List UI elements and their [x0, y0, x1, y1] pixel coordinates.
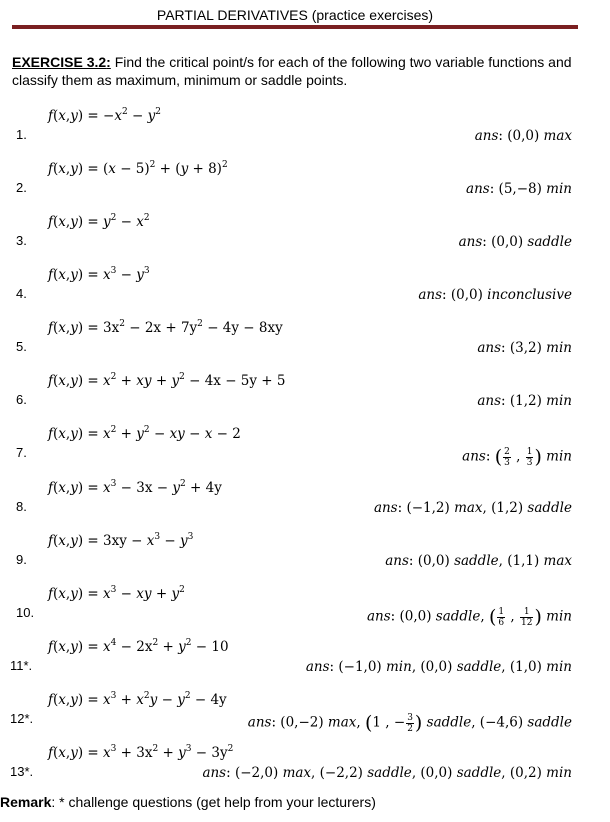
problem-number: 4.: [16, 286, 27, 301]
problem-answer: ans: (0,0) saddle, ( $\frac{1}{6}$ , $\frac{1}{12}$ ) min: [366, 606, 572, 628]
problem-number: 10.: [16, 605, 35, 620]
remark-text: : * challenge questions (get help from your lecturers): [51, 794, 376, 810]
problem-function: $f(x,y) = x^3 - y^3$: [48, 266, 150, 283]
problem-number: 9.: [16, 552, 27, 567]
remark-label: Remark: [0, 794, 52, 810]
problem-number: 12*.: [10, 711, 34, 726]
problem-number: 11*.: [10, 658, 33, 673]
problem-item: [0, 266, 610, 325]
problem-function: $f(x,y) = y^2 - x^2$: [48, 213, 150, 230]
problem-function: $f(x,y) = x^2$ + xy + $y^2 - 4x - 5y + 5$: [48, 372, 286, 389]
problem-number: 7.: [16, 445, 27, 460]
problem-number: 6.: [16, 392, 27, 407]
page-header-title: PARTIAL DERIVATIVES (practice exercises): [156, 7, 434, 23]
exercise-instructions-text: Find the critical point/s for each of the following two variable functions and classify them as maximum, minimum or saddle points.: [12, 54, 572, 88]
remark-note: [0, 794, 376, 810]
problem-item: [0, 638, 610, 697]
problem-item: [0, 691, 610, 750]
problem-item: [0, 107, 610, 166]
problem-function: $f(x,y) = (x - 5)^2 + (y + 8)^2$: [48, 160, 228, 177]
problem-item: [0, 585, 610, 644]
problem-answer: ans: (0,0) max: [474, 128, 572, 144]
problem-answer: ans: (3,2) min: [477, 340, 572, 356]
problem-function: $f(x,y) = -x^2 - y^2$: [48, 107, 161, 124]
problem-item: [0, 425, 610, 484]
problem-item: [0, 319, 610, 378]
problem-number: 2.: [16, 180, 27, 195]
problem-function: $f(x,y) = 3xy - x^3 - y^3$: [48, 532, 194, 549]
problem-item: [0, 479, 610, 538]
problem-answer: ans: (−1,2) max, (1,2) saddle: [373, 500, 572, 516]
header-divider: [12, 25, 578, 29]
exercise-label: EXERCISE 3.2:: [12, 54, 111, 70]
problem-answer: ans: (−1,0) min, (0,0) saddle, (1,0) min: [305, 659, 572, 675]
problem-function: $f(x,y) = x^4 - 2x^2 + y^2 - 10$: [48, 638, 229, 655]
problem-number: 1.: [16, 127, 27, 142]
problem-answer: ans: (0,0) inconclusive: [418, 287, 572, 303]
problem-number: 13*.: [10, 764, 34, 779]
problem-item: [0, 532, 610, 591]
problem-function: $f(x,y) = x^3 - 3x - y^2 + 4y$: [48, 479, 222, 496]
problem-answer: ans: (0,0) saddle, (1,1) max: [385, 553, 572, 569]
exercise-instructions: [12, 53, 578, 89]
problem-item: [0, 372, 610, 431]
problem-item: [0, 160, 610, 219]
problem-number: 5.: [16, 339, 27, 354]
problem-number: 3.: [16, 233, 27, 248]
problem-function: $f(x,y) = x^3$ − xy + $y^2$: [48, 585, 185, 602]
problem-answer: ans: (0,−2) max, (1 , − $\frac{3}{2}$ ) saddle, (−4,6) saddle: [247, 712, 572, 734]
problem-answer: ans: ( $\frac{2}{3}$ , $\frac{1}{3}$ ) min: [462, 446, 572, 468]
problem-function: $f(x,y) = 3x^2 - 2x + 7y^2 - 4y - 8xy$: [48, 319, 283, 336]
problem-function: $f(x,y) = x^2 + y^2$ − xy − x − 2: [48, 425, 241, 442]
problem-item: [0, 213, 610, 272]
problem-function: $f(x,y) = x^3 + 3x^2 + y^3 - 3y^2$: [48, 744, 234, 761]
problem-answer: ans: (5,−8) min: [466, 181, 572, 197]
problem-answer: ans: (−2,0) max, (−2,2) saddle, (0,0) saddle, (0,2) min: [202, 765, 572, 781]
problem-answer: ans: (0,0) saddle: [458, 234, 572, 250]
problem-answer: ans: (1,2) min: [477, 393, 572, 409]
problem-function: $f(x,y) = x^3 + x^2y - y^2 - 4y$: [48, 691, 227, 708]
problem-number: 8.: [16, 499, 27, 514]
